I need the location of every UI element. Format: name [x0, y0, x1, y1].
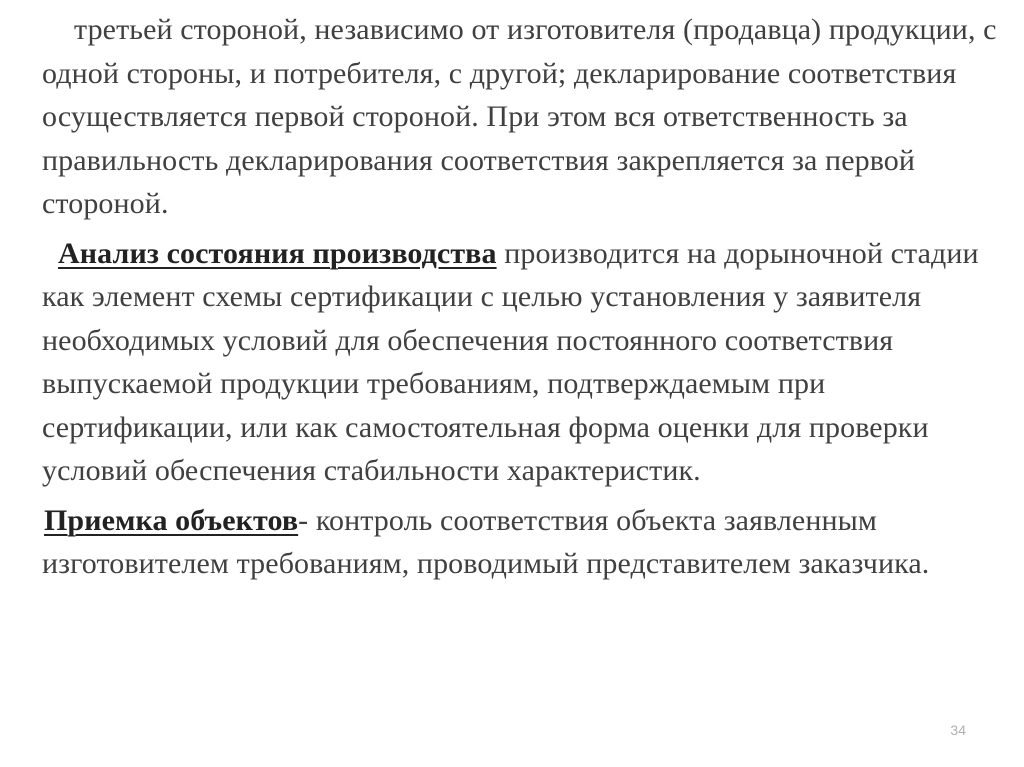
term-object-acceptance: Приемка объектов [44, 503, 299, 537]
term-production-analysis: Анализ состояния производства [58, 236, 497, 270]
paragraph-production-analysis [42, 232, 1017, 493]
page-number: 34 [950, 722, 966, 738]
paragraph-declaration-text: третьей стороной, независимо от изготовителя (продавца) продукции, с одной стороны, и потребителя, с другой; декларирование соответствия осуществляется первой стороной. При этом вся ответственность за правильность декларирования соответствия закрепляется за первой стороной. [42, 13, 997, 220]
slide-text-body [42, 8, 1017, 586]
paragraph-declaration [42, 8, 1017, 226]
paragraph-object-acceptance [42, 499, 1017, 586]
paragraph-object-acceptance-text: - контроль соответствия объекта заявленным изготовителем требованиям, проводимый представителем заказчика. [42, 503, 930, 580]
paragraph-production-analysis-text: производится на дорыночной стадии как элемент схемы сертификации с целью установления у заявителя необходимых условий для обеспечения постоянного соответствия выпускаемой продукции требованиям, подтверждаемым при сертификации, или как самостоятельная форма оценки для проверки условий обеспечения стабильности характеристик. [42, 236, 979, 487]
